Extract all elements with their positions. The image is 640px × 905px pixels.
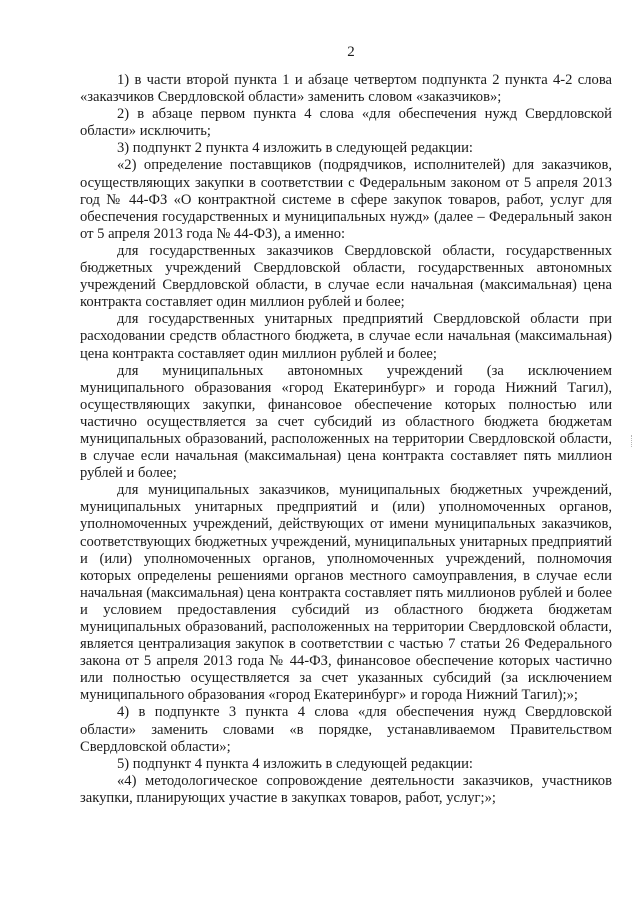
paragraph-10: 5) подпункт 4 пункта 4 изложить в следующей редакции:	[117, 755, 473, 772]
paragraph-8: для муниципальных заказчиков, муниципальных бюджетных учреждений, муниципальных унитарных предприятий и (или) уполномоченных органов, уполномоченных учреждений, действующих от имени муниципальных заказчиков, соответствующих бюджетных учреждений, муниципальных унитарных предприятий и (или) уполномоченных органов, уполномоченных учреждений, полномочия которых определены решениями органов местного самоуправления, в случае если начальная (максимальная) цена контракта составляет пять миллионов рублей и более и условием предоставления субсидий из областного бюджета бюджетам муниципальных образований, расположенных на территории Свердловской области, является централизация закупок в соответствии с частью 7 статьи 26 Федерального закона от 5 апреля 2013 года № 44-ФЗ, финансовое обеспечение которых частично или полностью осуществляется за счет указанных субсидий (за исключением муниципального образования «город Екатеринбург» и города Нижний Тагил);»;	[80, 482, 612, 704]
paragraph-4: «2) определение поставщиков (подрядчиков, исполнителей) для заказчиков, осуществляющих закупки в соответствии с Федеральным законом от 5 апреля 2013 год № 44-ФЗ «О контрактной системе в сфере закупок товаров, работ, услуг для обеспечения государственных и муниципальных нужд» (далее – Федеральный закон от 5 апреля 2013 года № 44-ФЗ), а именно:	[80, 157, 612, 242]
page-number: 2	[347, 44, 355, 60]
paragraph-1: 1) в части второй пункта 1 и абзаце четвертом подпункта 2 пункта 4-2 слова «заказчиков Свердловской области» заменить словом «заказчиков»;	[80, 72, 612, 106]
paragraph-3: 3) подпункт 2 пункта 4 изложить в следующей редакции:	[117, 140, 473, 157]
paragraph-9: 4) в подпункте 3 пункта 4 слова «для обеспечения нужд Свердловской области» заменить словами «в порядке, устанавливаемом Правительством Свердловской области»;	[80, 704, 612, 755]
paragraph-2: 2) в абзаце первом пункта 4 слова «для обеспечения нужд Свердловской области» исключить;	[80, 106, 612, 140]
scan-margin-mark	[631, 435, 634, 447]
paragraph-5: для государственных заказчиков Свердловской области, государственных бюджетных учреждений Свердловской области, государственных автономных учреждений Свердловской области, в случае если начальная (максимальная) цена контракта составляет один миллион рублей и более;	[80, 242, 612, 311]
paragraph-6: для государственных унитарных предприятий Свердловской области при расходовании средств областного бюджета, в случае если начальная (максимальная) цена контракта составляет один миллион рублей и более;	[80, 311, 612, 362]
paragraph-7: для муниципальных автономных учреждений (за исключением муниципального образования «город Екатеринбург» и города Нижний Тагил), осуществляющих закупки, финансовое обеспечение которых полностью или частично осуществляется за счет субсидий из областного бюджета бюджетам муниципальных образований, расположенных на территории Свердловской области, в случае если начальная (максимальная) цена контракта составляет пять миллион рублей и более;	[80, 362, 612, 482]
paragraph-11: «4) методологическое сопровождение деятельности заказчиков, участников закупки, планирующих участие в закупках товаров, работ, услуг;»;	[80, 772, 612, 806]
